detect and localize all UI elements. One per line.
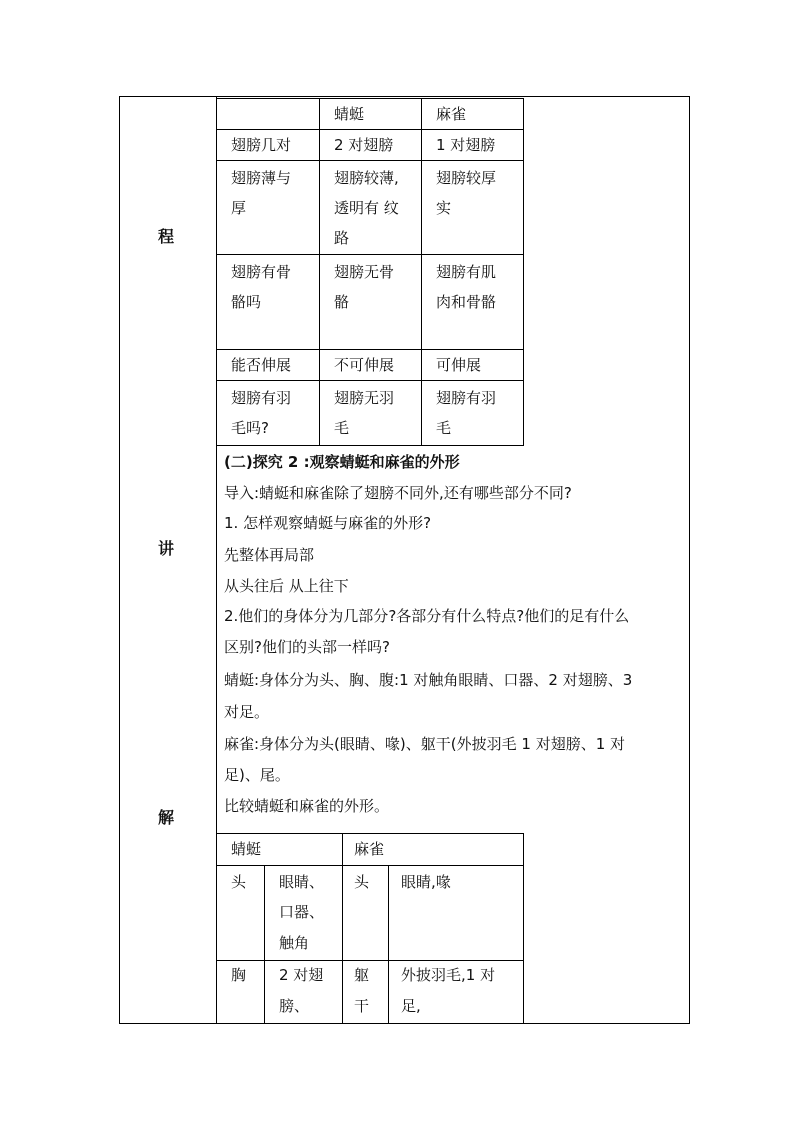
table1-grid-line xyxy=(216,98,524,99)
table1-cell: 实 xyxy=(436,199,452,217)
table1-cell: 2 对翅膀 xyxy=(334,136,394,154)
table2-cell: 躯 xyxy=(354,966,370,984)
table1-cell: 翅膀无骨 xyxy=(334,263,395,281)
section-line: 麻雀:身体分为头(眼睛、喙)、躯干(外披羽毛 1 对翅膀、1 对 xyxy=(224,735,626,753)
table2-cell: 膀、 xyxy=(279,997,310,1015)
table2-grid-line xyxy=(388,865,389,1024)
table1-grid-line xyxy=(319,98,320,445)
section-line: 导入:蜻蜓和麻雀除了翅膀不同外,还有哪些部分不同? xyxy=(224,484,572,502)
table2-cell: 足, xyxy=(401,997,421,1015)
table1-cell: 翅膀较厚 xyxy=(436,169,497,187)
table2-cell: 干 xyxy=(354,997,370,1015)
table1-grid-line xyxy=(216,160,524,161)
side-label-jie: 解 xyxy=(158,808,175,827)
table1-cell: 翅膀有羽 xyxy=(231,389,292,407)
table1-cell: 不可伸展 xyxy=(334,356,395,374)
table1-grid-line xyxy=(216,254,524,255)
section-line: 足)、尾。 xyxy=(224,766,290,784)
table2-grid-line xyxy=(342,833,343,1024)
section-line: 1. 怎样观察蜻蜓与麻雀的外形? xyxy=(224,514,432,532)
table1-header-sparrow: 麻雀 xyxy=(436,105,467,123)
section-line: 对足。 xyxy=(224,703,270,721)
table1-cell: 翅膀薄与 xyxy=(231,169,292,187)
table2-grid-line xyxy=(216,865,524,866)
table1-cell: 翅膀较薄, xyxy=(334,169,399,187)
table1-cell: 路 xyxy=(334,229,350,247)
table1-cell: 骼 xyxy=(334,293,350,311)
section-line: 区别?他们的头部一样吗? xyxy=(224,638,390,656)
side-label-cheng: 程 xyxy=(158,227,175,246)
table1-cell: 毛吗? xyxy=(231,419,269,437)
table1-cell: 可伸展 xyxy=(436,356,482,374)
table1-cell: 透明有 纹 xyxy=(334,199,399,217)
table2-cell: 胸 xyxy=(231,966,247,984)
table2-grid-line xyxy=(264,865,265,1024)
table2-cell: 眼睛,喙 xyxy=(401,873,451,891)
table1-grid-line xyxy=(523,98,524,445)
table1-cell: 肉和骨骼 xyxy=(436,293,497,311)
table1-cell: 能否伸展 xyxy=(231,356,292,374)
table2-grid-line xyxy=(523,833,524,1024)
table2-cell: 头 xyxy=(231,873,247,891)
table1-cell: 翅膀无羽 xyxy=(334,389,395,407)
table2-cell: 触角 xyxy=(279,934,310,952)
table1-cell: 毛 xyxy=(436,419,452,437)
table2-cell: 外披羽毛,1 对 xyxy=(401,966,496,984)
table1-grid-line xyxy=(216,380,524,381)
table1-cell: 翅膀几对 xyxy=(231,136,292,154)
table2-header-sparrow: 麻雀 xyxy=(354,840,385,858)
table1-cell: 翅膀有肌 xyxy=(436,263,497,281)
section-line: 比较蜻蜓和麻雀的外形。 xyxy=(224,797,390,815)
side-column-divider xyxy=(216,96,217,1024)
side-label-jiang: 讲 xyxy=(158,539,175,558)
table2-cell: 眼睛、 xyxy=(279,873,325,891)
section-line: 先整体再局部 xyxy=(224,546,315,564)
table1-cell: 骼吗 xyxy=(231,293,262,311)
section-line: 从头往后 从上往下 xyxy=(224,577,349,595)
section-line: 蜻蜓:身体分为头、胸、腹:1 对触角眼睛、口器、2 对翅膀、3 xyxy=(224,671,633,689)
table1-cell: 翅膀有骨 xyxy=(231,263,292,281)
table2-cell: 口器、 xyxy=(279,903,325,921)
section-heading: (二)探究 2 :观察蜻蜓和麻雀的外形 xyxy=(224,453,460,471)
table1-grid-line xyxy=(421,98,422,445)
table2-cell: 头 xyxy=(354,873,370,891)
table1-cell: 厚 xyxy=(231,199,247,217)
table1-header-dragonfly: 蜻蜓 xyxy=(334,105,365,123)
table1-cell: 1 对翅膀 xyxy=(436,136,496,154)
table2-header-dragonfly: 蜻蜓 xyxy=(231,840,262,858)
table1-grid-line xyxy=(216,445,524,446)
table1-cell: 翅膀有羽 xyxy=(436,389,497,407)
table1-cell: 毛 xyxy=(334,419,350,437)
table2-cell: 2 对翅 xyxy=(279,966,324,984)
section-line: 2.他们的身体分为几部分?各部分有什么特点?他们的足有什么 xyxy=(224,607,630,625)
